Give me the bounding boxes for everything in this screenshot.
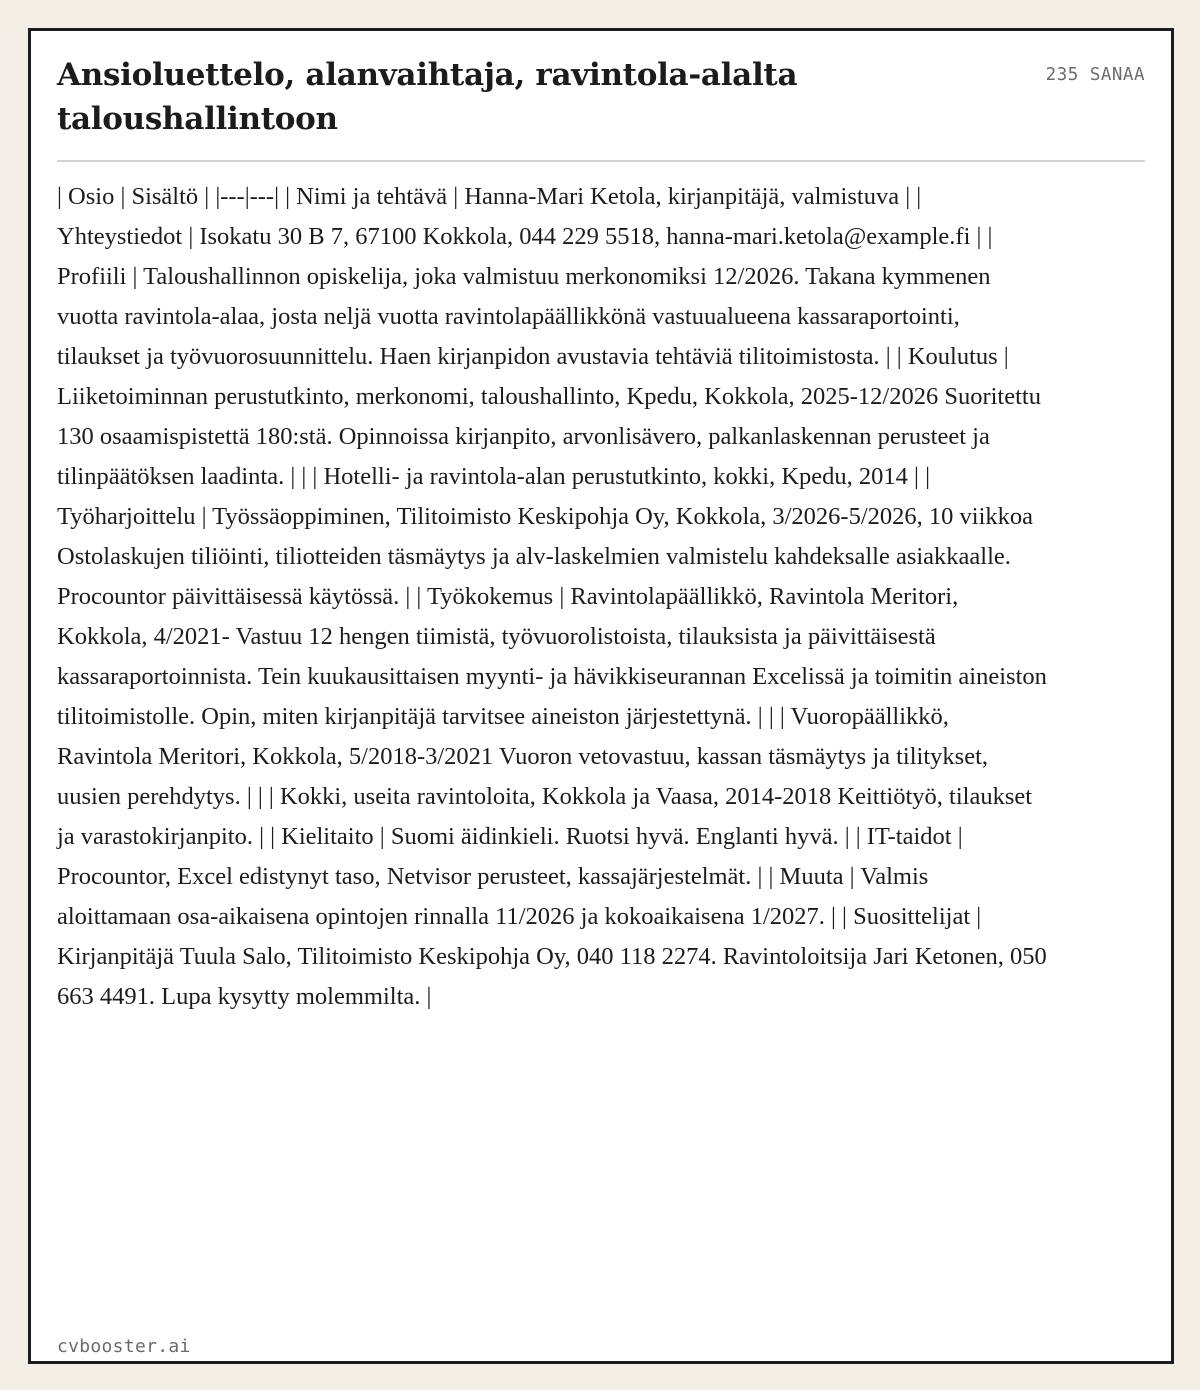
- document-title: Ansioluettelo, alanvaihtaja, ravintola-alalta taloushallintoon: [57, 57, 798, 137]
- footer-brand: cvbooster.ai: [57, 1336, 191, 1357]
- document-body: | Osio | Sisältö | |---|---| | Nimi ja tehtävä | Hanna-Mari Ketola, kirjanpitäjä, valmistuva | | Yhteystiedot | Isokatu 30 B 7, 67100 Kokkola, 044 229 5518, hanna-mari.ketola@example.fi | | Profiili | Taloushallinnon opiskelija, joka valmistuu merkonomiksi 12/2026. Takana kymmenen vuotta ravintola-alaa, josta neljä vuotta ravintolapäällikkönä vastuualueena kassaraportointi, tilaukset ja työvuorosuunnittelu. Haen kirjanpidon avustavia tehtäviä tilitoimistosta. | | Koulutus | Liiketoiminnan perustutkinto, merkonomi, taloushallinto, Kpedu, Kokkola, 2025-12/2026 Suoritettu 130 osaamispistettä 180:stä. Opinnoissa kirjanpito, arvonlisävero, palkanlaskennan perusteet ja tilinpäätöksen laadinta. | | | Hotelli- ja ravintola-alan perustutkinto, kokki, Kpedu, 2014 | | Työharjoittelu | Työssäoppiminen, Tilitoimisto Keskipohja Oy, Kokkola, 3/2026-5/2026, 10 viikkoa Ostolaskujen tiliöinti, tiliotteiden täsmäytys ja alv-laskelmien valmistelu kahdeksalle asiakkaalle. Procountor päivittäisessä käytössä. | | Työkokemus | Ravintolapäällikkö, Ravintola Meritori, Kokkola, 4/2021- Vastuu 12 hengen tiimistä, työvuorolistoista, tilauksista ja päivittäisestä kassaraportoinnista. Tein kuukausittaisen myynti- ja hävikkiseurannan Excelissä ja toimitin aineiston tilitoimistolle. Opin, miten kirjanpitäjä tarvitsee aineiston järjestettynä. | | | Vuoropäällikkö, Ravintola Meritori, Kokkola, 5/2018-3/2021 Vuoron vetovastuu, kassan täsmäytys ja tilitykset, uusien perehdytys. | | | Kokki, useita ravintoloita, Kokkola ja Vaasa, 2014-2018 Keittiötyö, tilaukset ja varastokirjanpito. | | Kielitaito | Suomi äidinkieli. Ruotsi hyvä. Englanti hyvä. | | IT-taidot | Procountor, Excel edistynyt taso, Netvisor perusteet, kassajärjestelmät. | | Muuta | Valmis aloittamaan osa-aikaisena opintojen rinnalla 11/2026 ja kokoaikaisena 1/2027. | | Suosittelijat | Kirjanpitäjä Tuula Salo, Tilitoimisto Keskipohja Oy, 040 118 2274. Ravintoloitsija Jari Ketonen, 050 663 4491. Lupa kysytty molemmilta. |: [57, 183, 1047, 1010]
- word-count-label: 235 SANAA: [1045, 65, 1145, 85]
- document-header: [57, 53, 1145, 141]
- document-card: [28, 28, 1174, 1364]
- header-divider: [57, 160, 1145, 162]
